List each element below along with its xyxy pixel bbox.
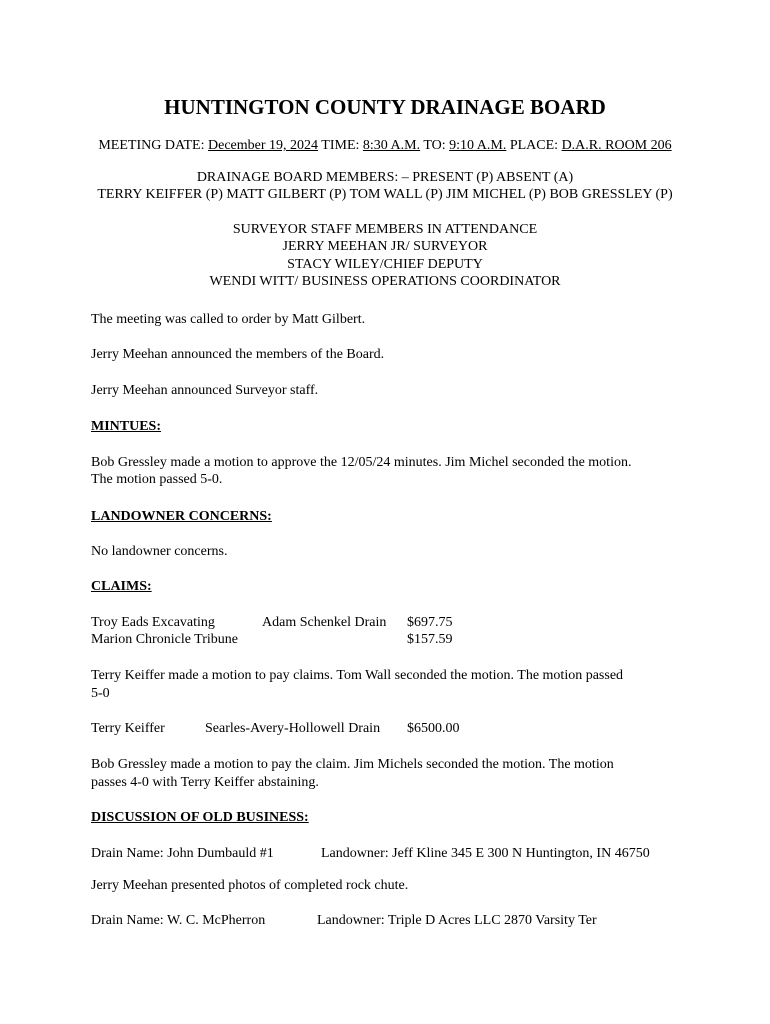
claim-payee: Terry Keiffer [91,721,165,736]
members-heading: DRAINAGE BOARD MEMBERS: – PRESENT (P) ABSENT (A) [196,170,574,185]
drain-landowner: Landowner: Jeff Kline 345 E 300 N Huntington, IN 46750 [321,846,650,861]
drain-name: Drain Name: John Dumbauld #1 [91,846,274,861]
claim-payee: Troy Eads Excavating [91,615,215,630]
claims-motion-line: Bob Gressley made a motion to pay the claim. Jim Michels seconded the motion. The motion [91,757,614,772]
claims-heading: CLAIMS: [91,579,152,594]
claim-amount: $697.75 [407,615,453,630]
claims-motion-line: passes 4-0 with Terry Keiffer abstaining. [91,775,319,790]
place-label: PLACE: [509,138,559,153]
drain-name: Drain Name: W. C. McPherron [91,913,266,928]
time-label: TIME: [321,138,360,153]
meeting-info-line [0,137,770,154]
minutes-heading: MINTUES: [91,419,162,434]
drain-landowner: Landowner: Triple D Acres LLC 2870 Varsity Ter [317,913,597,928]
meeting-date: December 19, 2024 [208,138,319,153]
staff-line: JERRY MEEHAN JR/ SURVEYOR [282,239,488,254]
minutes-line: The motion passed 5-0. [91,472,223,487]
claims-motion-line: 5-0 [91,686,110,701]
staff-heading: SURVEYOR STAFF MEMBERS IN ATTENDANCE [232,222,538,237]
paragraph: Jerry Meehan announced Surveyor staff. [91,383,319,398]
old-business-heading: DISCUSSION OF OLD BUSINESS: [91,810,309,825]
place: D.A.R. ROOM 206 [561,138,672,153]
claim-drain: Searles-Avery-Hollowell Drain [205,721,381,736]
paragraph: Jerry Meehan announced the members of the Board. [91,347,385,362]
landowner-text: No landowner concerns. [91,544,228,559]
page-title: HUNTINGTON COUNTY DRAINAGE BOARD [164,95,606,119]
landowner-heading: LANDOWNER CONCERNS: [91,509,272,524]
paragraph: The meeting was called to order by Matt Gilbert. [91,312,366,327]
time-start: 8:30 A.M. [362,138,421,153]
claim-drain: Adam Schenkel Drain [262,615,387,630]
minutes-line: Bob Gressley made a motion to approve the 12/05/24 minutes. Jim Michel seconded the motion. [91,455,632,470]
members-list: TERRY KEIFFER (P) MATT GILBERT (P) TOM WALL (P) JIM MICHEL (P) BOB GRESSLEY (P) [97,187,673,202]
claim-payee: Marion Chronicle Tribune [91,632,238,647]
to-label: TO: [423,138,446,153]
time-end: 9:10 A.M. [449,138,507,153]
claim-amount: $6500.00 [407,721,460,736]
paragraph: Jerry Meehan presented photos of completed rock chute. [91,878,409,893]
staff-line: STACY WILEY/CHIEF DEPUTY [287,257,483,272]
staff-line: WENDI WITT/ BUSINESS OPERATIONS COORDINATOR [209,274,561,289]
claims-motion-line: Terry Keiffer made a motion to pay claims. Tom Wall seconded the motion. The motion passed [91,668,624,683]
meeting-date-label: MEETING DATE: [98,138,205,153]
claim-amount: $157.59 [407,632,453,647]
